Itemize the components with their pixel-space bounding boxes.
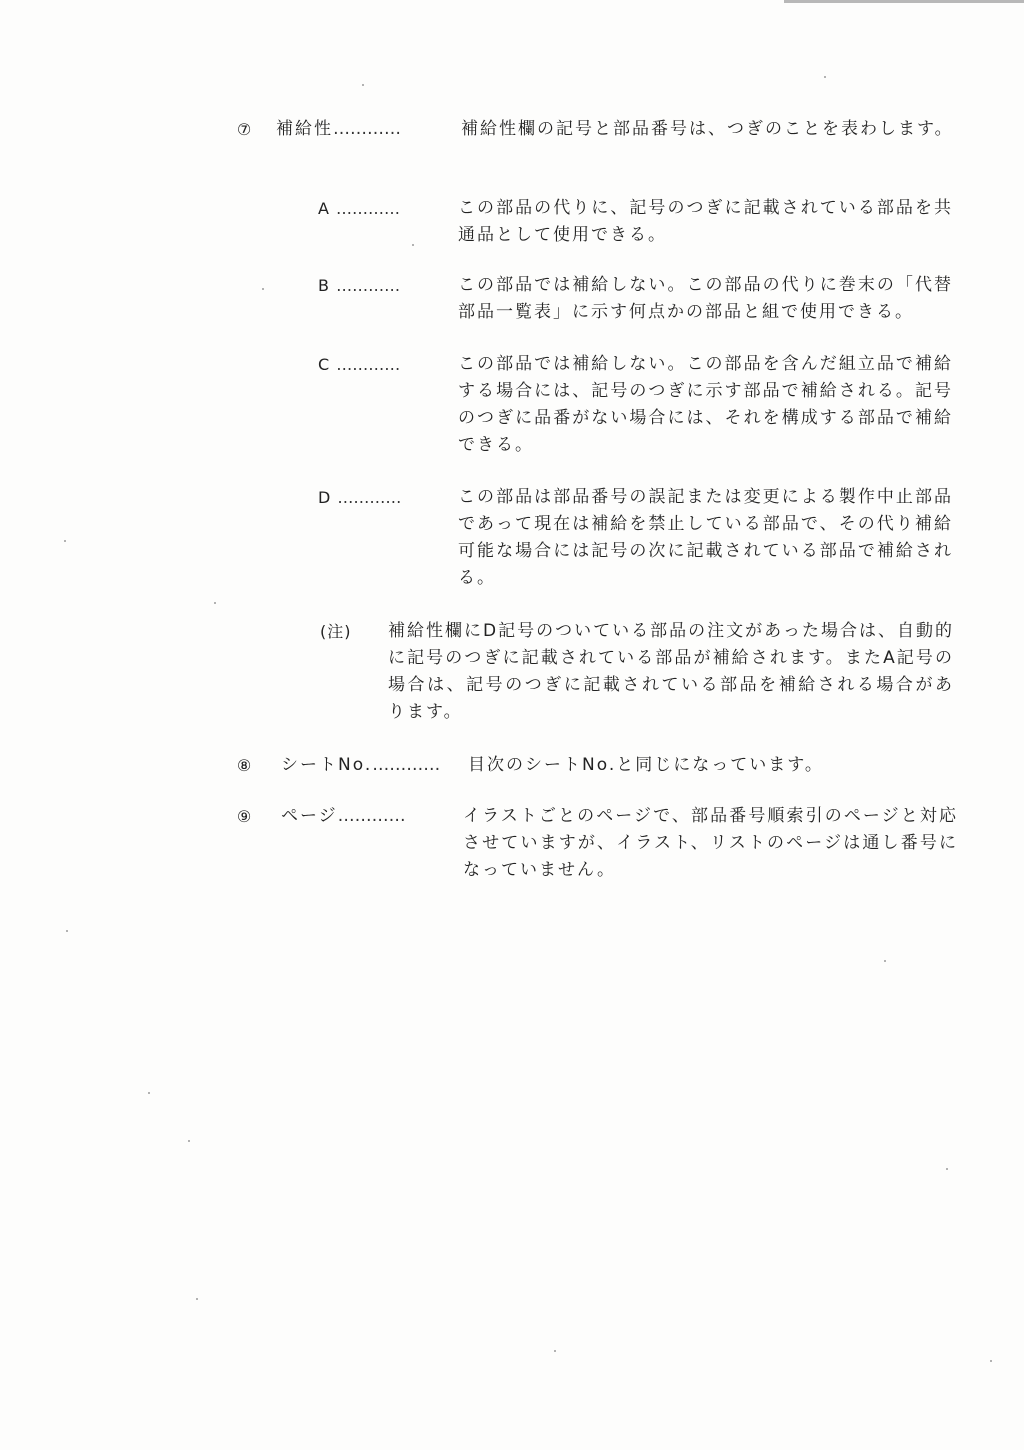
scan-speck <box>990 1360 992 1362</box>
item-8-description: 目次のシートNo.と同じになっています。 <box>468 755 824 775</box>
item-7-term-label: 補給性 <box>276 119 333 139</box>
subitem-d-description: この部品は部品番号の誤記または変更による製作中止部品であって現在は補給を禁止している部品で、その代り補給可能な場合には記号の次に記載されている部品で補給される。 <box>458 487 953 588</box>
item-8-number: ⑧ <box>236 756 254 775</box>
item-7-row <box>0 116 1024 176</box>
item-7-term <box>276 116 401 143</box>
scan-speck <box>362 84 364 86</box>
subitem-c-leader-dots: ………… <box>336 355 401 374</box>
item-8-term-label: シートNo. <box>281 755 373 775</box>
item-9-number: ⑨ <box>236 807 254 826</box>
scan-speck <box>214 602 216 604</box>
subitem-c-description: この部品では補給しない。この部品を含んだ組立品で補給する場合には、記号のつぎに示す部品で補給される。記号のつぎに品番がない場合には、それを構成する部品で補給できる。 <box>458 354 953 455</box>
scan-speck <box>262 288 264 290</box>
scan-speck <box>66 930 68 932</box>
subitem-a-label-group <box>318 195 400 222</box>
subitem-c-label-group <box>318 351 400 378</box>
note-text: 補給性欄にD記号のついている部品の注文があった場合は、自動的に記号のつぎに記載されている部品が補給されます。またA記号の場合は、記号のつぎに記載されている部品を補給される場合があります。 <box>388 621 954 722</box>
scan-speck <box>824 76 826 78</box>
scan-speck <box>196 1298 198 1300</box>
scan-speck <box>148 1092 150 1094</box>
scan-edge-mark <box>784 0 1024 3</box>
subitem-c-label: C <box>318 355 331 374</box>
scan-speck <box>412 244 414 246</box>
scan-speck <box>554 1350 556 1352</box>
item-9-leader-dots: ………… <box>337 806 406 826</box>
scan-speck <box>946 1168 948 1170</box>
subitem-d-leader-dots: ………… <box>337 488 402 507</box>
subitem-a-description: この部品の代りに、記号のつぎに記載されている部品を共通品として使用できる。 <box>458 198 953 245</box>
item-7-leader-dots: ………… <box>333 119 401 139</box>
subitem-a-leader-dots: ………… <box>336 199 401 218</box>
subitem-b-label-group <box>318 272 400 299</box>
subitem-b-leader-dots: ………… <box>336 276 401 295</box>
item-9-term <box>281 803 406 830</box>
subitem-d-label-group <box>318 484 401 511</box>
scan-speck <box>64 540 66 542</box>
item-8-term <box>281 752 440 779</box>
item-9-term-label: ページ <box>281 806 338 826</box>
scan-speck <box>188 1140 190 1142</box>
subitem-d-label: D <box>318 488 332 507</box>
item-8-leader-dots: ………… <box>372 755 441 775</box>
subitem-b-description: この部品では補給しない。この部品の代りに巻末の「代替部品一覧表」に示す何点かの部品と組で使用できる。 <box>458 275 953 322</box>
subitem-a-label: A <box>318 199 330 218</box>
scan-speck <box>884 960 886 962</box>
item-7-description: 補給性欄の記号と部品番号は、つぎのことを表わします。 <box>461 119 954 139</box>
subitem-b-label: B <box>318 276 330 295</box>
item-9-description: イラストごとのページで、部品番号順索引のページと対応させていますが、イラスト、リストのページは通し番号になっていません。 <box>463 806 958 880</box>
item-7-number: ⑦ <box>236 120 254 139</box>
note-label: (注) <box>320 622 352 641</box>
